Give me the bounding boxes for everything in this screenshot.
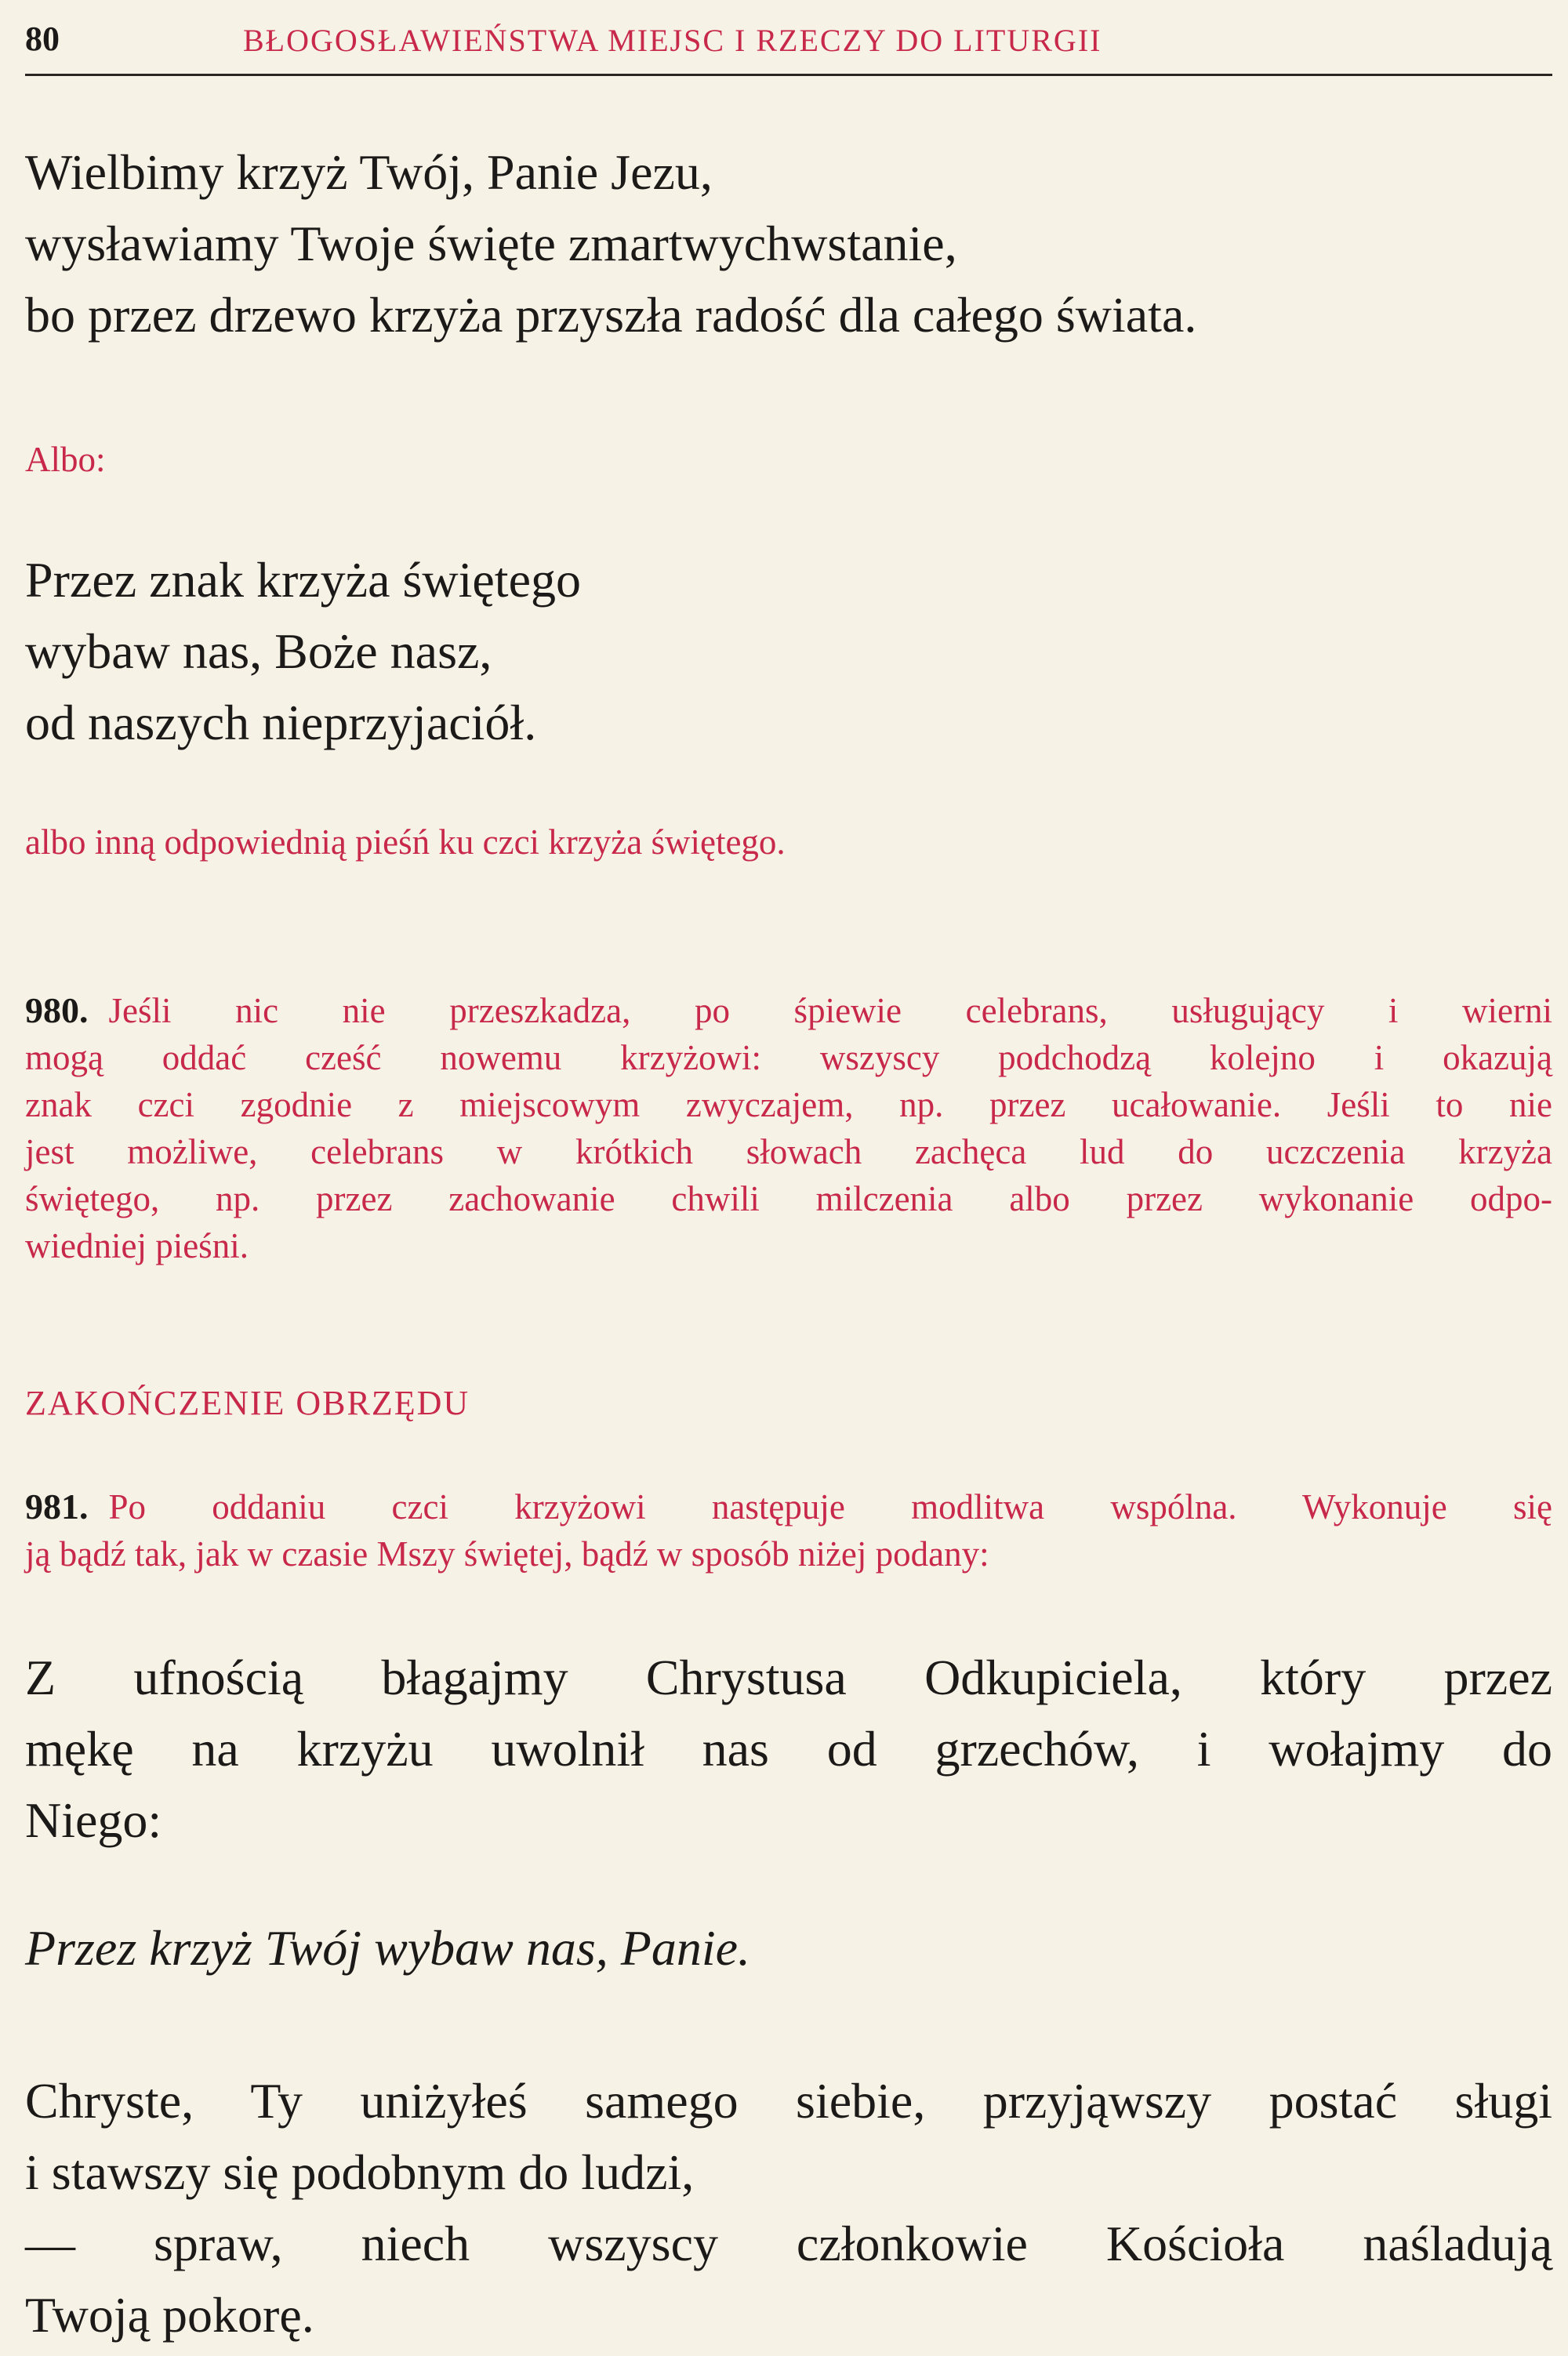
intercession-1 (25, 2065, 1552, 2351)
text-line: świętego, np. przez zachowanie chwili milczenia albo przez wykonanie odpo- (25, 1179, 1552, 1218)
text-line: bo przez drzewo krzyża przyszła radość dla całego świata. (25, 287, 1197, 343)
text-line: od naszych nieprzyjaciół. (25, 695, 537, 750)
response-text: Przez krzyż Twój wybaw nas, Panie. (25, 1920, 751, 1976)
section-981 (25, 1483, 1552, 1577)
page-number: 80 (25, 20, 60, 58)
section-heading (25, 1383, 1552, 1423)
text-line: wybaw nas, Boże nasz, (25, 623, 492, 679)
text-line: wysławiamy Twoje święte zmartwychwstanie, (25, 216, 957, 271)
text-line: Chryste, Ty uniżyłeś samego siebie, przyjąwszy postać sługi (25, 2073, 1552, 2129)
text-line: Przez znak krzyża świętego (25, 552, 581, 608)
text-line: jest możliwe, celebrans w krótkich słowach zachęca lud do uczczenia krzyża (25, 1132, 1552, 1171)
invitation-prayer (25, 1642, 1552, 1856)
page-header (25, 19, 1552, 76)
acclamation-wielbimy (25, 136, 1552, 350)
rubric-text: Albo: (25, 440, 106, 479)
text-line: Twoją pokorę. (25, 2287, 314, 2343)
acclamation-przez-znak (25, 544, 1552, 758)
text-line: mogą oddać cześć nowemu krzyżowi: wszyscy podchodzą kolejno i okazują (25, 1038, 1552, 1077)
section-980 (25, 987, 1552, 1269)
book-page (25, 19, 1552, 2343)
heading-text: ZAKOŃCZENIE OBRZĘDU (25, 1384, 470, 1422)
text-line (25, 1483, 1552, 1530)
text-line (25, 987, 1552, 1034)
rubric-text: Jeśli nic nie przeszkadza, po śpiewie celebrans, usługujący i wierni (108, 991, 1552, 1030)
rubric-text: albo inną odpowiednią pieśń ku czci krzyża świętego. (25, 822, 786, 862)
text-line: i stawszy się podobnym do ludzi, (25, 2144, 695, 2200)
response-line (25, 1912, 1552, 1984)
rubric-other-song (25, 819, 1552, 866)
text-line: Wielbimy krzyż Twój, Panie Jezu, (25, 144, 713, 200)
text-line: — spraw, niech wszyscy członkowie Kościoła naśladują (25, 2216, 1552, 2271)
text-line: wiedniej pieśni. (25, 1226, 249, 1265)
rubric-albo (25, 436, 1552, 483)
rubric-text: Po oddaniu czci krzyżowi następuje modlitwa wspólna. Wykonuje się (108, 1487, 1552, 1526)
text-line: ją bądź tak, jak w czasie Mszy świętej, bądź w sposób niżej podany: (25, 1534, 989, 1574)
text-line: Z ufnością błagajmy Chrystusa Odkupiciela, który przez (25, 1650, 1552, 1705)
running-title: BŁOGOSŁAWIEŃSTWA MIEJSC I RZECZY DO LITURGII (243, 23, 1102, 58)
text-line: Niego: (25, 1792, 162, 1848)
text-line: mękę na krzyżu uwolnił nas od grzechów, i wołajmy do (25, 1721, 1552, 1777)
section-number: 981. (25, 1487, 89, 1526)
text-line: znak czci zgodnie z miejscowym zwyczajem, np. przez ucałowanie. Jeśli to nie (25, 1085, 1552, 1124)
section-number: 980. (25, 990, 89, 1030)
